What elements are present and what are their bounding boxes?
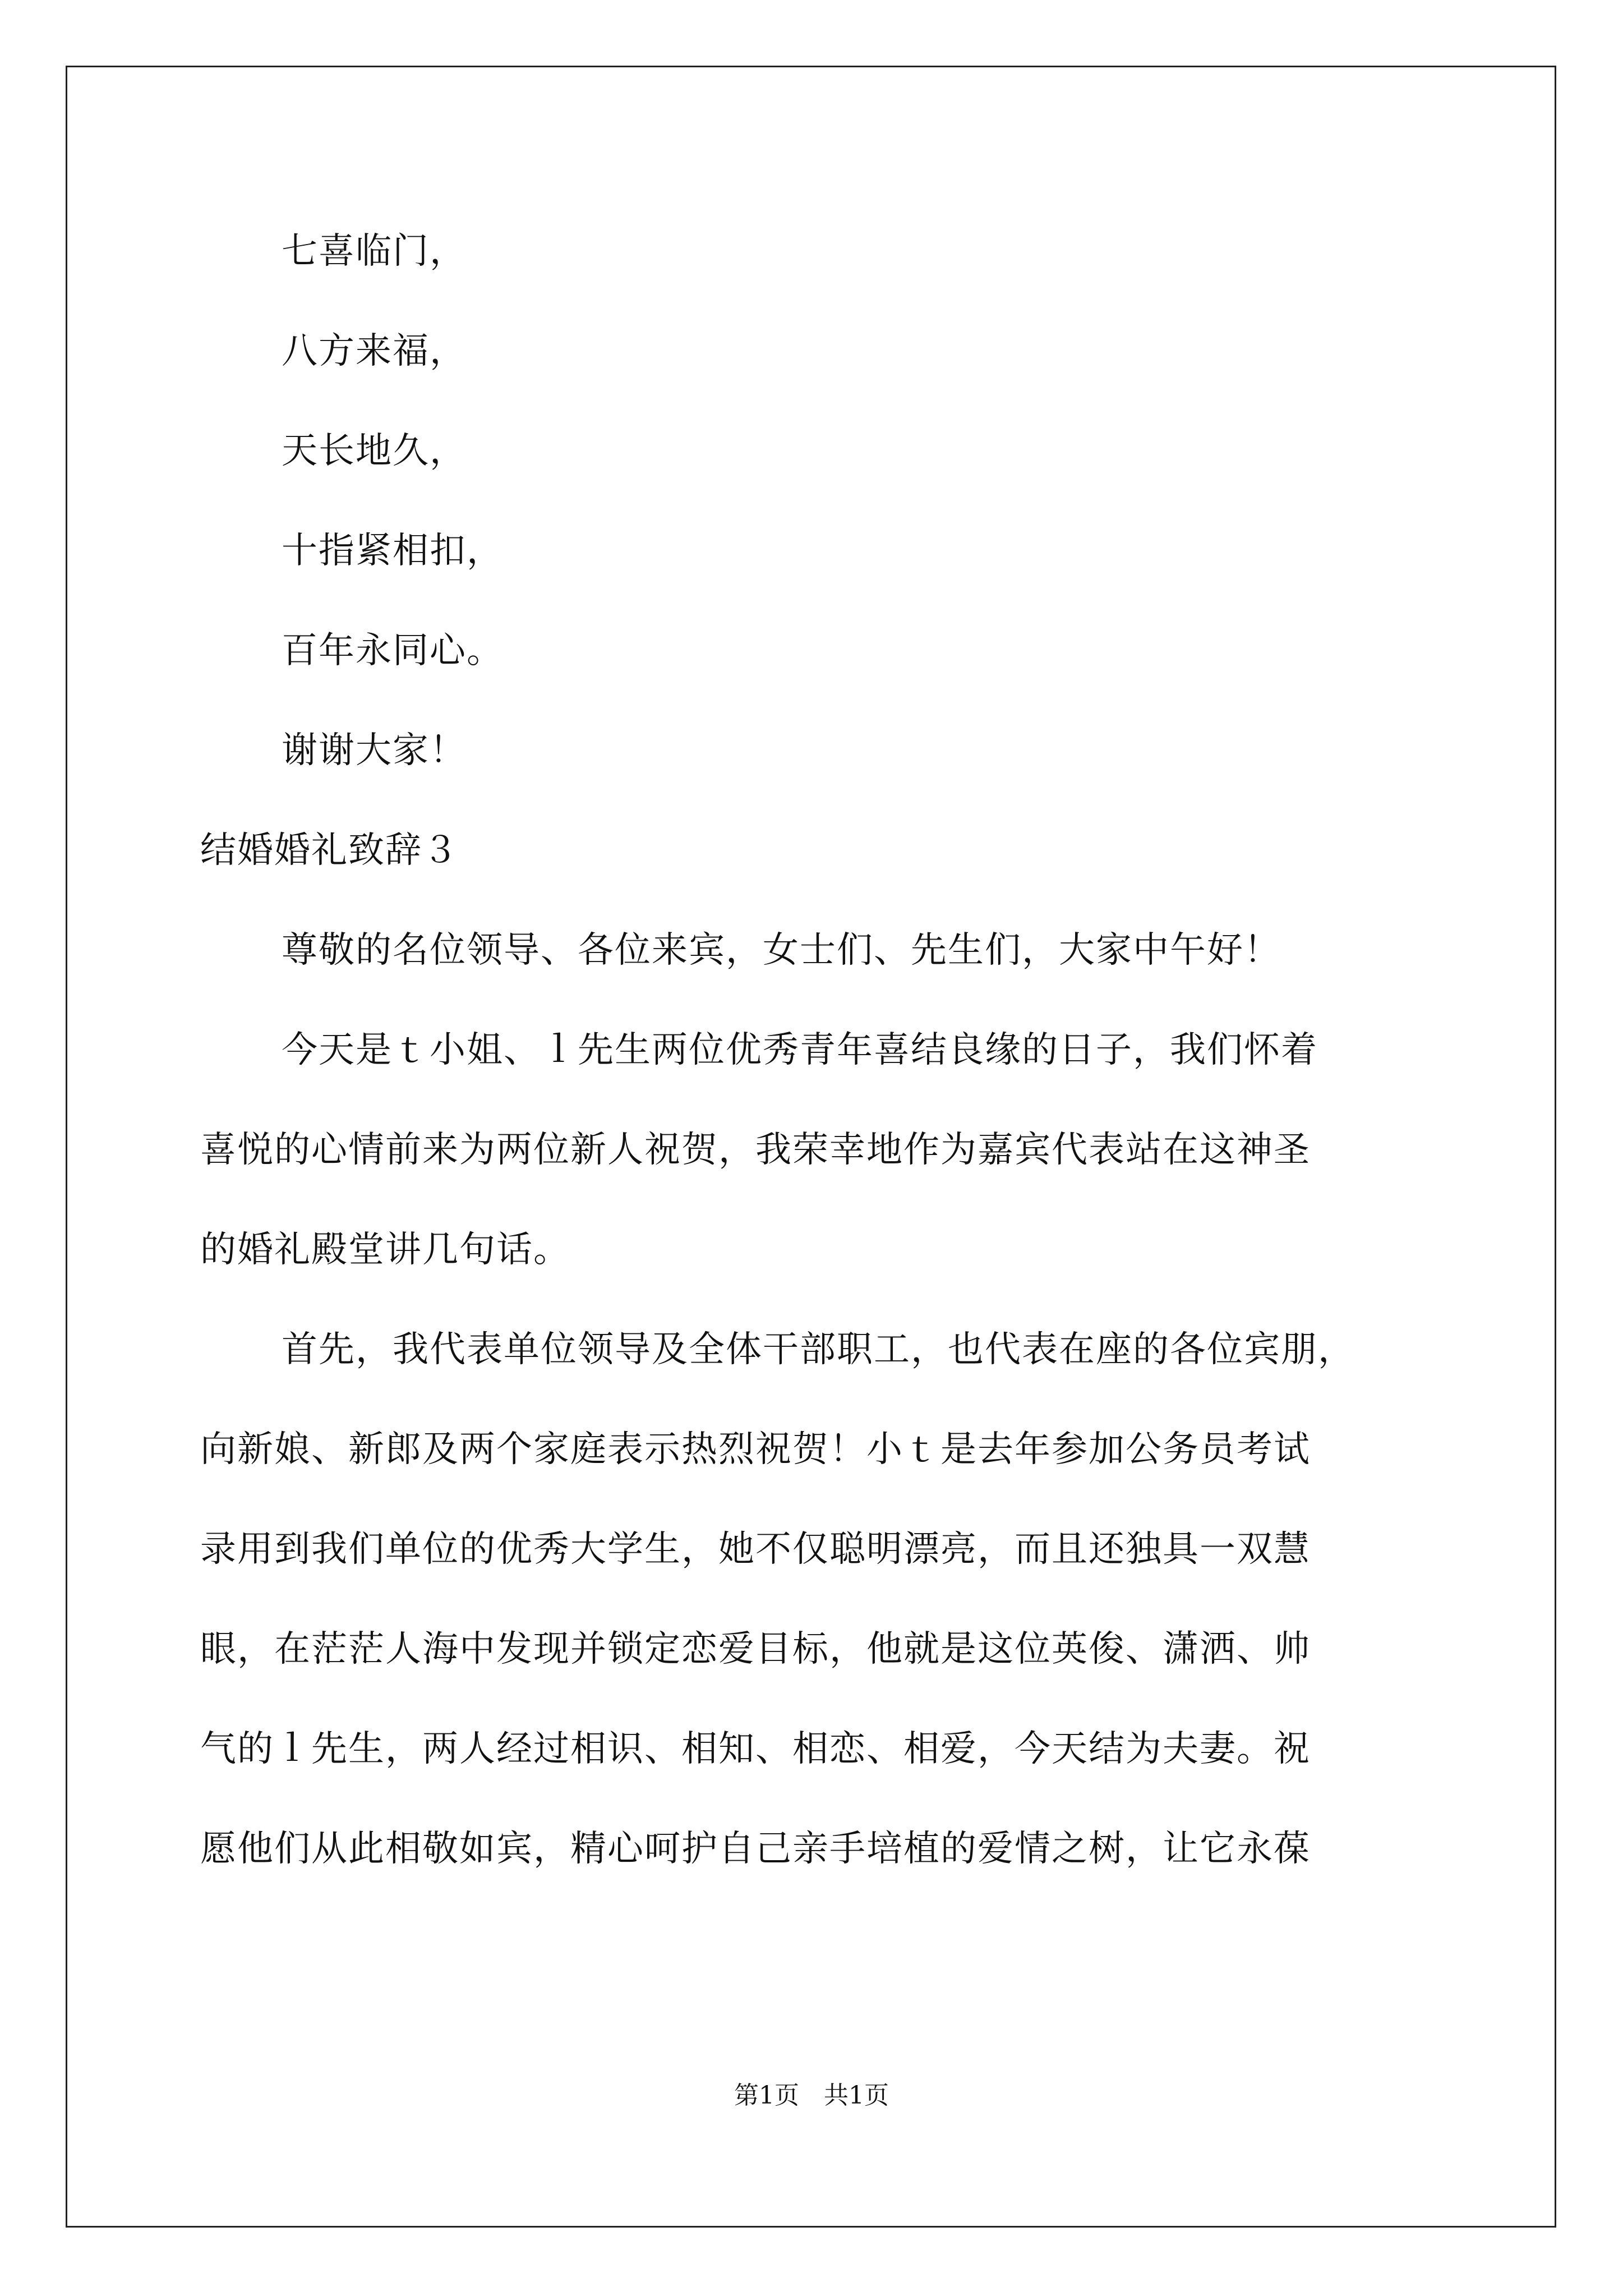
text-line: 十指紧相扣， (282, 530, 504, 572)
paragraph-line: 喜悦的心情前来为两位新人祝贺，我荣幸地作为嘉宾代表站在这神圣 (200, 1129, 1311, 1171)
page-footer: 第1页 共1页 (734, 2081, 889, 2110)
paragraph-line: 的婚礼殿堂讲几句话。 (200, 1229, 570, 1271)
section-heading: 结婚婚礼致辞３ (200, 830, 459, 871)
text-line: 天长地久， (282, 430, 467, 472)
paragraph-line: 录用到我们单位的优秀大学生，她不仅聪明漂亮，而且还独具一双慧 (200, 1529, 1311, 1570)
text-line: 谢谢大家！ (282, 730, 467, 771)
paragraph-line: 气的ｌ先生，两人经过相识、相知、相恋、相爱，今天结为夫妻。祝 (200, 1728, 1311, 1770)
text-line: 百年永同心。 (282, 630, 504, 671)
paragraph-line: 愿他们从此相敬如宾，精心呵护自己亲手培植的爱情之树，让它永葆 (200, 1828, 1311, 1870)
paragraph-line: 首先，我代表单位领导及全体干部职工，也代表在座的各位宾朋， (282, 1329, 1355, 1370)
paragraph-line: 尊敬的名位领导、各位来宾，女士们、先生们，大家中午好！ (282, 930, 1281, 971)
paragraph-line: 眼，在茫茫人海中发现并锁定恋爱目标，他就是这位英俊、潇洒、帅 (200, 1628, 1311, 1670)
text-line: 七喜临门， (282, 231, 467, 272)
paragraph-line: 今天是ｔ小姐、ｌ先生两位优秀青年喜结良缘的日子，我们怀着 (282, 1029, 1318, 1071)
text-line: 八方来福， (282, 330, 467, 372)
paragraph-line: 向新娘、新郎及两个家庭表示热烈祝贺！小ｔ是去年参加公务员考试 (200, 1429, 1311, 1470)
